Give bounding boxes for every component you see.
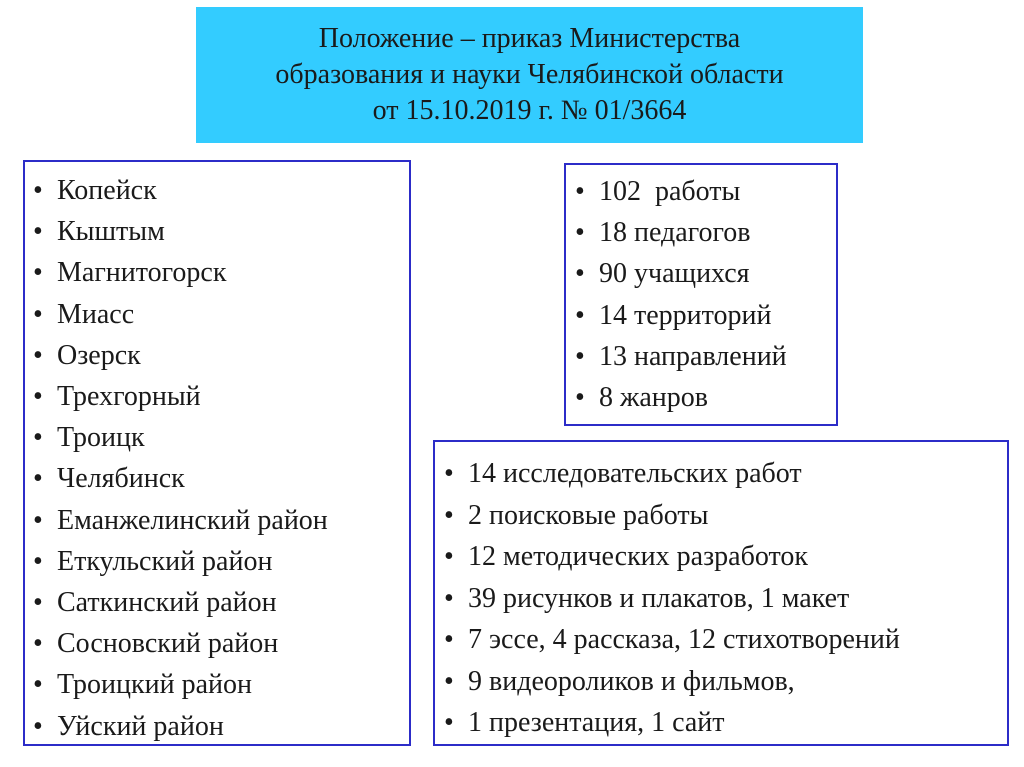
list-item: • 18 педагогов <box>575 212 836 253</box>
list-item: • Озерск <box>33 335 409 376</box>
list-item: • 14 исследовательских работ <box>444 453 1007 495</box>
list-item: • Уйский район <box>33 706 409 747</box>
list-item: • 39 рисунков и плакатов, 1 макет <box>444 578 1007 620</box>
list-item: • 12 методических разработок <box>444 536 1007 578</box>
title-line: Положение – приказ Министерства <box>318 23 741 54</box>
list-item: • Копейск <box>33 170 409 211</box>
list-item: • 7 эссе, 4 рассказа, 12 стихотворений <box>444 619 1007 661</box>
list-item: • Сосновский район <box>33 623 409 664</box>
list-item: • Кыштым <box>33 211 409 252</box>
list-item: • Челябинск <box>33 458 409 499</box>
list-item: • 2 поисковые работы <box>444 495 1007 537</box>
list-item: • 8 жанров <box>575 377 836 418</box>
list-item: • 13 направлений <box>575 336 836 377</box>
list-item: • Саткинский район <box>33 582 409 623</box>
list-item: • Троицкий район <box>33 664 409 705</box>
title-line: образования и науки Челябинской области <box>275 59 784 90</box>
list-item: • 90 учащихся <box>575 253 836 294</box>
summary-list <box>566 165 836 418</box>
list-item: • 14 территорий <box>575 295 836 336</box>
works-box <box>433 440 1009 746</box>
list-item: • 1 презентация, 1 сайт <box>444 702 1007 744</box>
list-item: • 102 работы <box>575 171 836 212</box>
list-item: • Еманжелинский район <box>33 500 409 541</box>
territories-box <box>23 160 411 746</box>
document-title <box>196 7 863 143</box>
summary-box <box>564 163 838 426</box>
works-list <box>435 442 1007 744</box>
list-item: • Магнитогорск <box>33 252 409 293</box>
title-line: от 15.10.2019 г. № 01/3664 <box>372 95 687 126</box>
list-item: • Трехгорный <box>33 376 409 417</box>
territories-list <box>25 162 409 747</box>
list-item: • Троицк <box>33 417 409 458</box>
list-item: • Еткульский район <box>33 541 409 582</box>
list-item: • Миасс <box>33 294 409 335</box>
list-item: • 9 видеороликов и фильмов, <box>444 661 1007 703</box>
